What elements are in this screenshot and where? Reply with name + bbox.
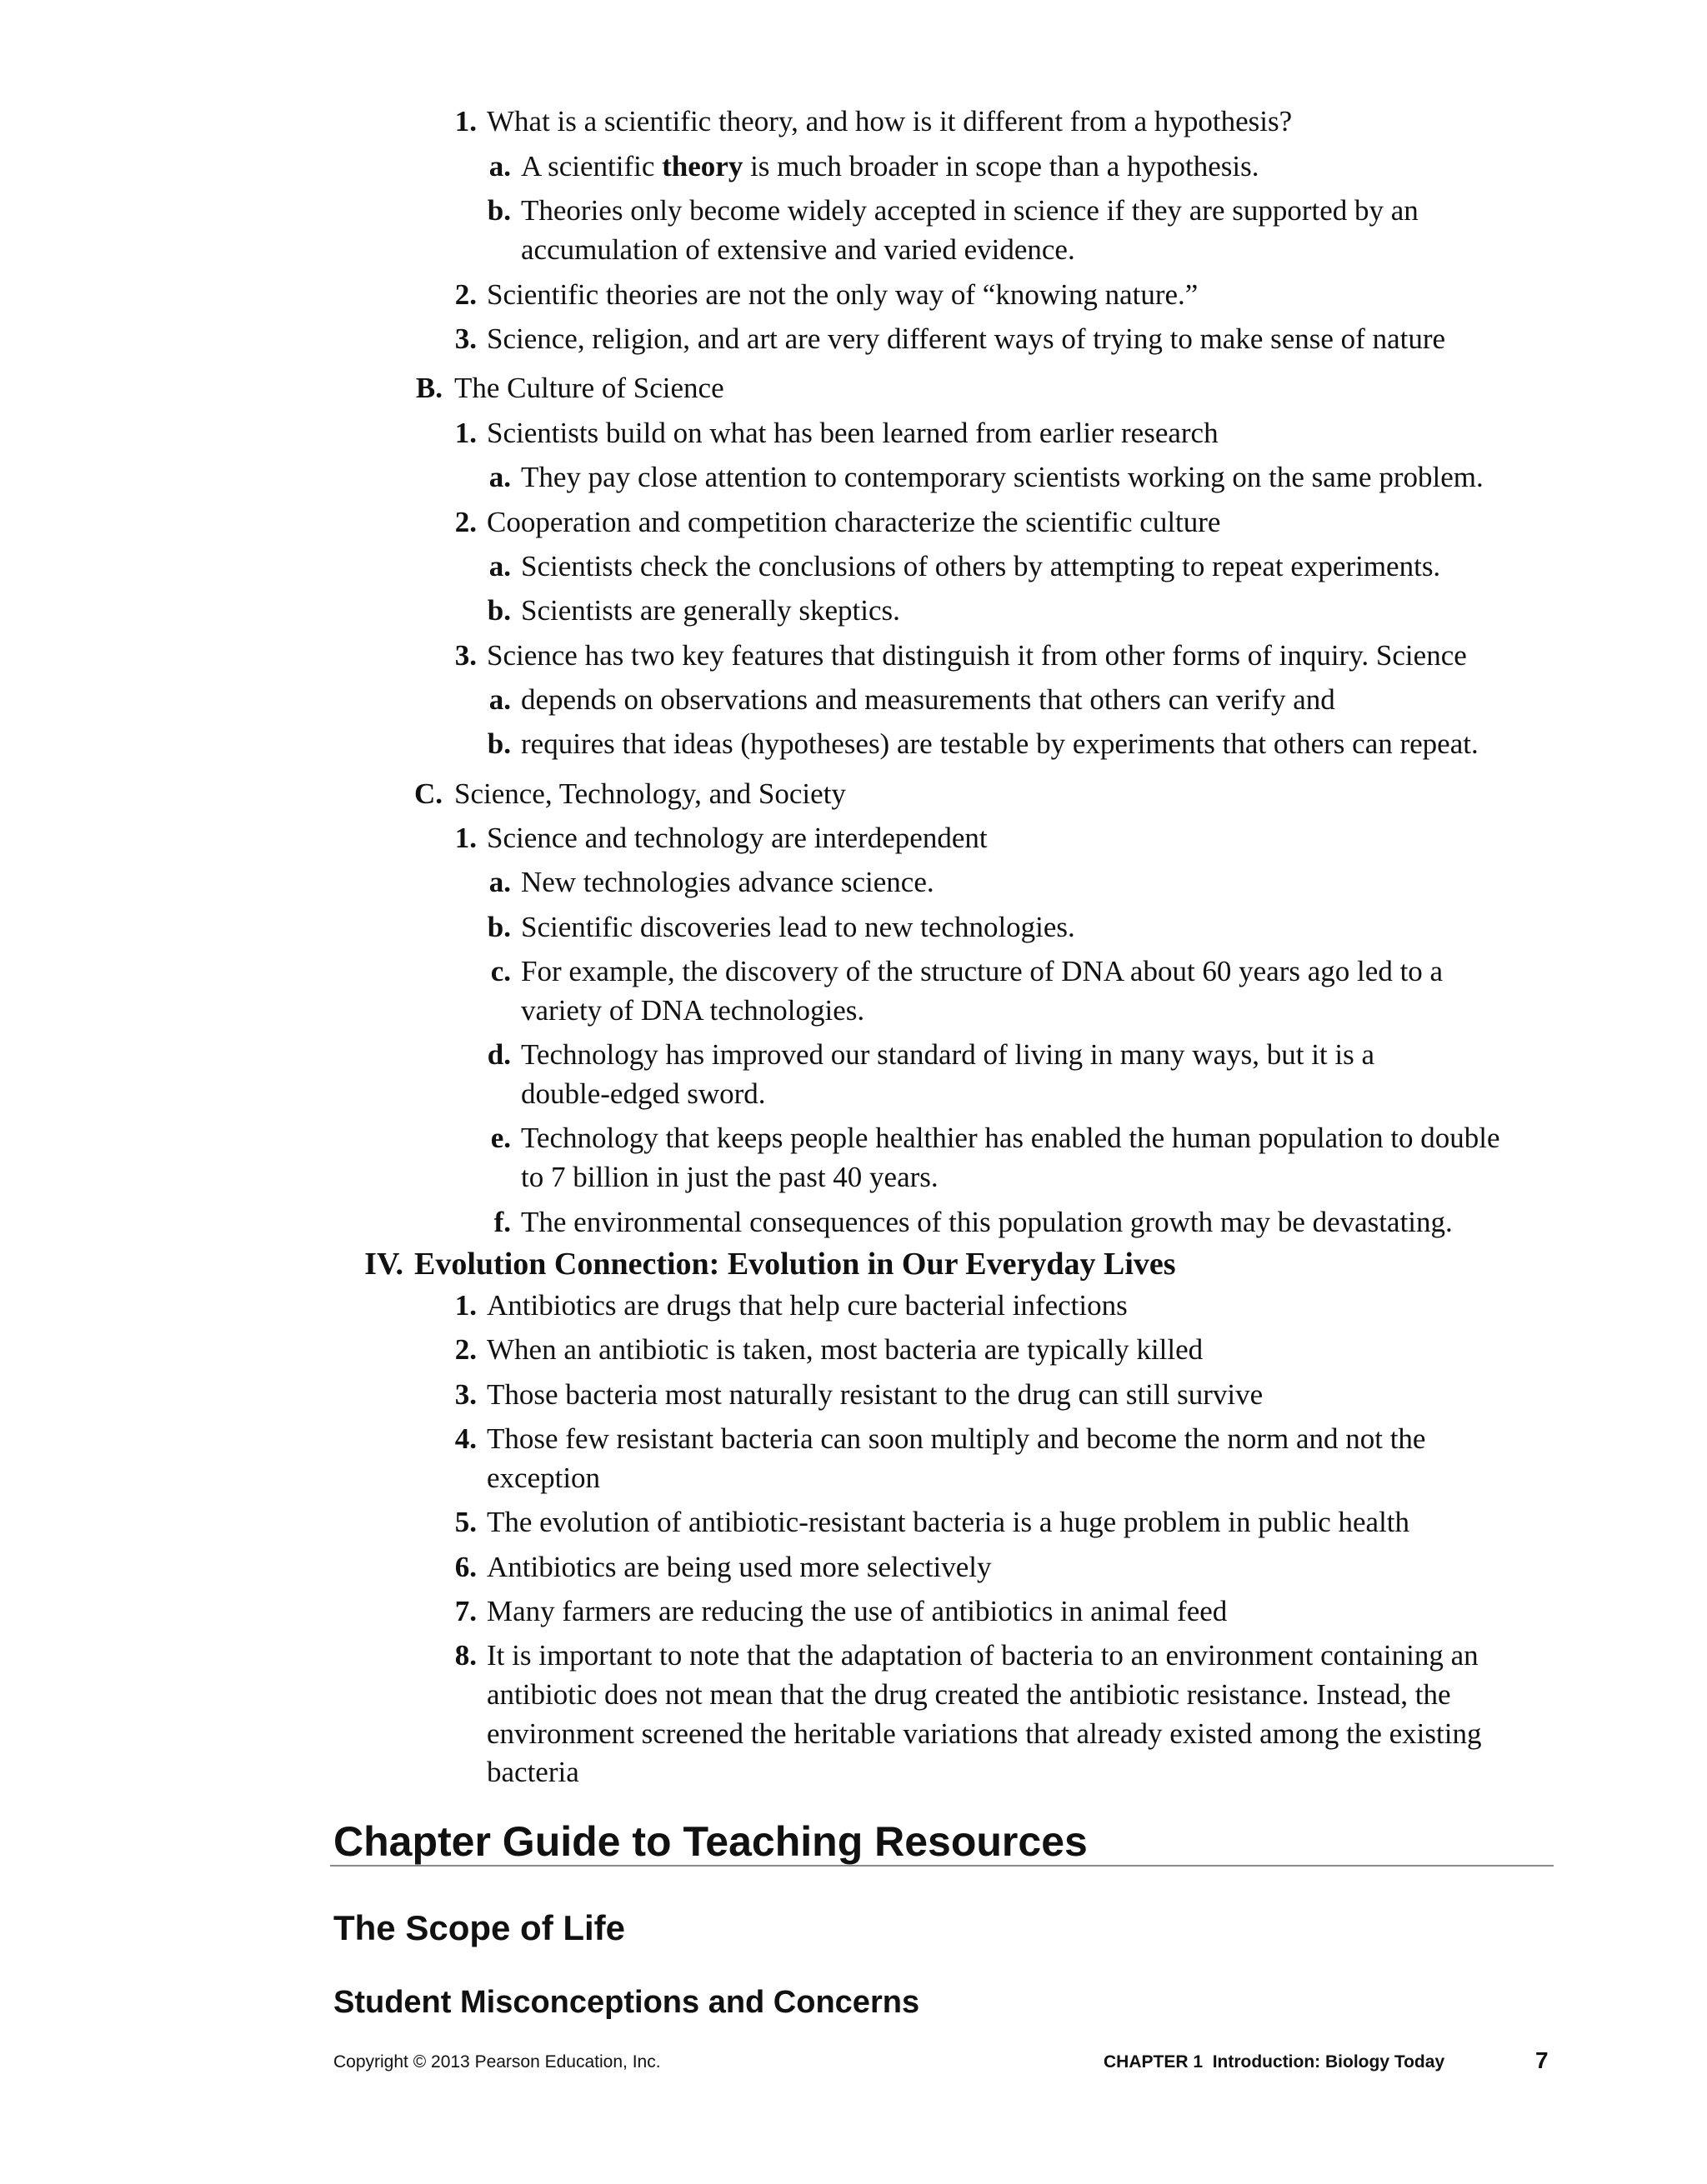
item-letter: a. — [488, 683, 511, 716]
item-number: 1. — [454, 417, 477, 449]
item-text: Scientists build on what has been learned from earlier research — [487, 417, 1219, 449]
item-number: 2. — [454, 506, 477, 538]
item-text: Antibiotics are being used more selectively — [487, 1551, 992, 1583]
item-number: 2. — [454, 278, 477, 311]
item-letter: b. — [487, 594, 511, 627]
item-number: 2. — [454, 1333, 477, 1366]
item-number: 1. — [454, 105, 477, 137]
item-text: Scientific discoveries lead to new technologies. — [521, 911, 1075, 943]
item-text: For example, the discovery of the structure of DNA about 60 years ago led to a — [521, 955, 1444, 987]
item-text-continued: exception — [487, 1462, 601, 1494]
item-text: Theories only become widely accepted in science if they are supported by an — [521, 194, 1419, 227]
item-text: Scientific theories are not the only way of “knowing nature.” — [487, 278, 1199, 311]
section-title: The Culture of Science — [454, 372, 724, 404]
section-letter: B. — [415, 372, 443, 404]
item-text: The environmental consequences of this population growth may be devastating. — [521, 1206, 1453, 1238]
item-text: Science, religion, and art are very different ways of trying to make sense of nature — [487, 322, 1446, 355]
item-text: Many farmers are reducing the use of antibiotics in animal feed — [487, 1595, 1228, 1627]
section-title: Science, Technology, and Society — [454, 777, 846, 810]
roman-numeral: IV. — [364, 1247, 403, 1282]
item-text: New technologies advance science. — [521, 866, 934, 898]
item-letter: b. — [487, 194, 511, 227]
item-letter: b. — [487, 911, 511, 943]
item-text-continued: variety of DNA technologies. — [521, 994, 865, 1027]
item-letter: a. — [488, 550, 511, 582]
footer-chapter — [1104, 2050, 1444, 2075]
item-letter: a. — [488, 461, 511, 493]
item-text: Antibiotics are drugs that help cure bacterial infections — [487, 1289, 1128, 1322]
bold-term: theory — [662, 150, 743, 182]
item-letter: c. — [490, 955, 511, 987]
heading-rule — [330, 1865, 1554, 1867]
subheading-scope-of-life: The Scope of Life — [333, 1908, 626, 1947]
item-text: When an antibiotic is taken, most bacteria are typically killed — [487, 1333, 1204, 1366]
item-text: What is a scientific theory, and how is it different from a hypothesis? — [487, 105, 1293, 137]
item-text-continued: bacteria — [487, 1756, 579, 1788]
text-run: is much broader in scope than a hypothesis. — [743, 150, 1259, 182]
footer-copyright: Copyright © 2013 Pearson Education, Inc. — [333, 2052, 661, 2072]
item-text-continued: antibiotic does not mean that the drug created the antibiotic resistance. Instead, the — [487, 1678, 1451, 1711]
item-text-continued: double-edged sword. — [521, 1077, 766, 1110]
item-letter: f. — [493, 1206, 511, 1238]
item-text: Science and technology are interdependent — [487, 822, 988, 854]
text-run: A scientific — [521, 150, 663, 182]
item-text: Technology has improved our standard of living in many ways, but it is a — [521, 1038, 1375, 1071]
chapter-number: CHAPTER 1 — [1104, 2052, 1204, 2072]
item-number: 5. — [454, 1506, 477, 1538]
item-text — [521, 147, 1259, 186]
item-text: Scientists are generally skeptics. — [521, 594, 900, 627]
item-letter: a. — [488, 150, 511, 182]
item-text: They pay close attention to contemporary scientists working on the same problem. — [521, 461, 1484, 493]
item-text-continued: accumulation of extensive and varied evidence. — [521, 233, 1075, 266]
section-heading-chapter-guide: Chapter Guide to Teaching Resources — [333, 1818, 1088, 1865]
item-number: 8. — [454, 1639, 477, 1672]
chapter-title: Introduction: Biology Today — [1212, 2052, 1445, 2072]
item-letter: b. — [487, 727, 511, 760]
item-number: 4. — [454, 1422, 477, 1455]
item-text-continued: to 7 billion in just the past 40 years. — [521, 1161, 939, 1193]
item-text: Cooperation and competition characterize the scientific culture — [487, 506, 1221, 538]
item-text: The evolution of antibiotic-resistant bacteria is a huge problem in public health — [487, 1506, 1410, 1538]
item-number: 3. — [454, 322, 477, 355]
item-letter: a. — [488, 866, 511, 898]
item-text: Technology that keeps people healthier has enabled the human population to double — [521, 1122, 1500, 1154]
item-text: Those few resistant bacteria can soon multiply and become the norm and not the — [487, 1422, 1426, 1455]
item-number: 1. — [454, 822, 477, 854]
section-letter: C. — [413, 777, 443, 810]
item-number: 3. — [454, 639, 477, 672]
item-text-continued: environment screened the heritable variations that already existed among the existing — [487, 1717, 1482, 1750]
page-number: 7 — [1535, 2047, 1549, 2073]
item-number: 1. — [454, 1289, 477, 1322]
item-text: requires that ideas (hypotheses) are testable by experiments that others can repeat. — [521, 727, 1479, 760]
subheading-misconceptions: Student Misconceptions and Concerns — [333, 1985, 920, 2020]
item-text: Those bacteria most naturally resistant to the drug can still survive — [487, 1378, 1264, 1411]
item-letter: e. — [490, 1122, 511, 1154]
item-text: Scientists check the conclusions of others by attempting to repeat experiments. — [521, 550, 1441, 582]
item-text: depends on observations and measurements that others can verify and — [521, 683, 1335, 716]
item-text: It is important to note that the adaptation of bacteria to an environment containing an — [487, 1639, 1479, 1672]
item-text: Science has two key features that distinguish it from other forms of inquiry. Science — [487, 639, 1467, 672]
heading-text: Evolution Connection: Evolution in Our Everyday Lives — [414, 1247, 1176, 1282]
item-number: 6. — [454, 1551, 477, 1583]
item-number: 3. — [454, 1378, 477, 1411]
item-letter: d. — [487, 1038, 511, 1071]
item-number: 7. — [454, 1595, 477, 1627]
